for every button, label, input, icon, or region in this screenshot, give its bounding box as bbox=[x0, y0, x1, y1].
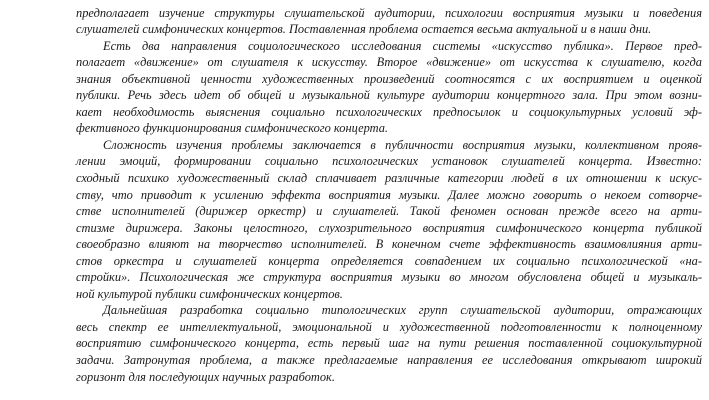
paragraph-2-line-5: кает необходимость выяснения социально психологических предпосылок и социокультурных условий эф- bbox=[76, 104, 702, 119]
paragraph-2-line-6: фективного функционирования симфонического концерта. bbox=[76, 121, 389, 136]
paragraph-3-line-6: стизме дирижера. Законы целостного, слухозрительного восприятия симфонического концерта публикой bbox=[76, 220, 702, 235]
paragraph-3-line-9: стройки». Психологическая же структура восприятия музыки во многом обусловлена общей и музыкаль- bbox=[76, 270, 702, 285]
paragraph-4-line-5: горизонт для последующих научных разработок. bbox=[76, 369, 335, 384]
paragraph-2-line-2: полагает «движение» от слушателя к искусству. Второе «движение» от искусства к слушателю, когда bbox=[76, 55, 702, 70]
paragraph-3-line-3: сходный психико художественный склад сплачивает различные категории людей в их отношении к искус- bbox=[76, 171, 702, 186]
paragraph-3-line-2: лении эмоций, формировании социально психологических установок слушателей концерта. Известно: bbox=[76, 154, 702, 169]
paragraph-1-line-1: предполагает изучение структуры слушательской аудитории, психологии восприятия музыки и поведения bbox=[76, 5, 702, 20]
paragraph-2-line-3: знания объективной ценности художественных произведений соотносятся с их восприятием и оценкой bbox=[76, 71, 702, 86]
paragraph-3-line-5: стве исполнителей (дирижер оркестр) и слушателей. Такой феномен основан прежде всего на арти- bbox=[76, 204, 702, 219]
paragraph-3-line-4: ству, что приводит к усилению эффекта восприятия музыки. Далее можно говорить о некоем сотворче- bbox=[76, 187, 702, 202]
paragraph-4-line-2: весь спектр ее интеллектуальной, эмоциональной и художественной подготовленности к полноценному bbox=[76, 319, 702, 334]
paragraph-4-line-1: Дальнейшая разработка социально типологических групп слушательской аудитории, отражающих bbox=[103, 303, 702, 318]
paragraph-1-line-2: слушателей симфонических концертов. Поставленная проблема остается весьма актуальной и в наши дни. bbox=[76, 22, 652, 37]
paragraph-4-line-3: восприятию симфонического концерта, есть первый шаг на пути решения поставленной социокультурной bbox=[76, 336, 702, 351]
paragraph-4-line-4: задачи. Затронутая проблема, а также предлагаемые направления ее исследования открывают широкий bbox=[76, 353, 702, 368]
paragraph-3-line-10: ной культурой публики симфонических концертов. bbox=[76, 286, 343, 301]
paragraph-3-line-1: Сложность изучения проблемы заключается в публичности восприятия музыки, коллективном прояв- bbox=[103, 137, 702, 152]
paragraph-3-line-7: своеобразно влияют на творчество исполнителей. В конечном счете эффективность взаимовлияния арти- bbox=[76, 237, 702, 252]
paragraph-2-line-4: публики. Речь здесь идет об общей и музыкальной культуре аудитории концертного зала. При этом возни- bbox=[76, 88, 702, 103]
paragraph-2-line-1: Есть два направления социологического исследования системы «искусство публика». Первое пред- bbox=[103, 38, 702, 53]
paragraph-3-line-8: стов оркестра и слушателей концерта определяется совпадением их социально психологической «на- bbox=[76, 253, 702, 268]
